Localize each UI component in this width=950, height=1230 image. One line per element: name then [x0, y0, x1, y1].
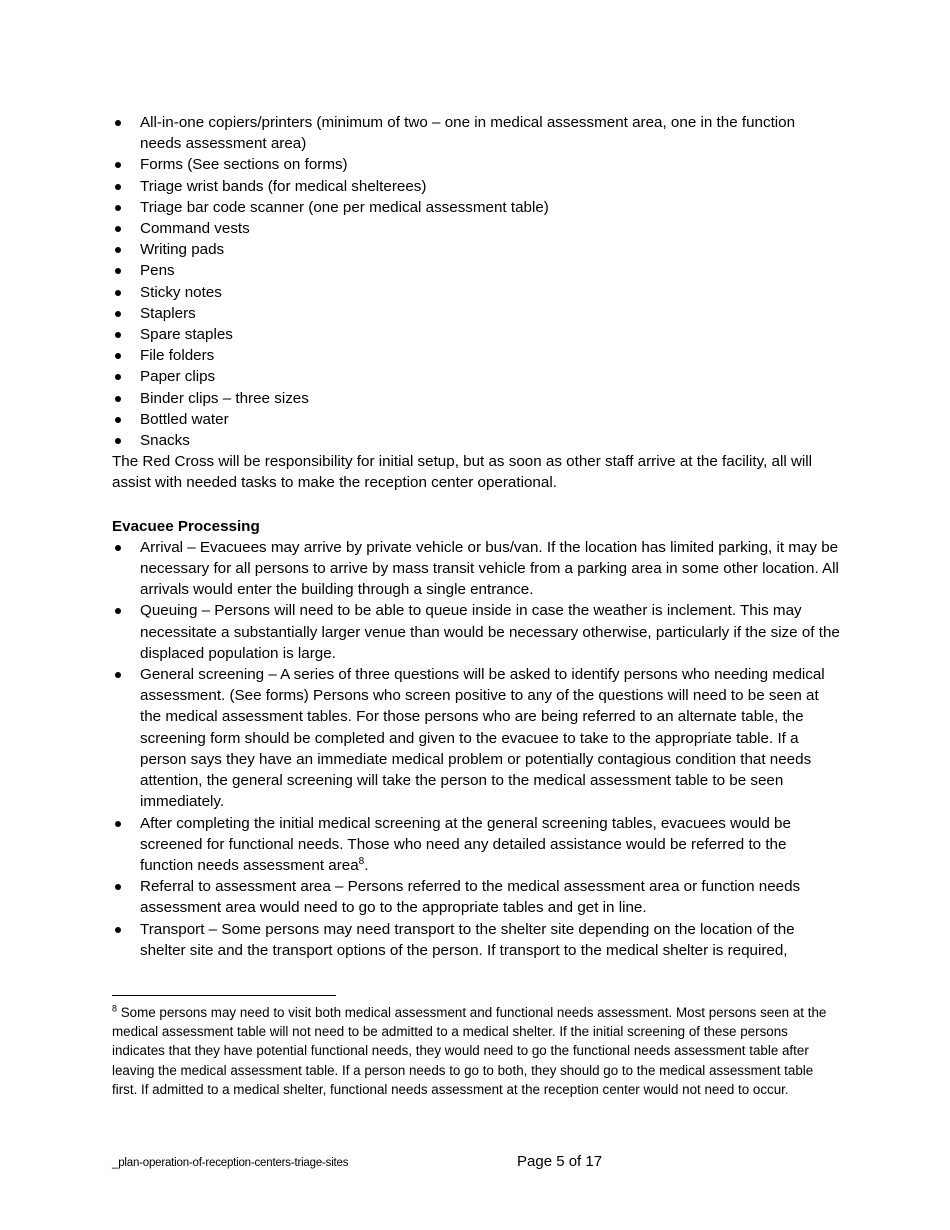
processing-list-item-text: Referral to assessment area – Persons referred to the medical assessment area or function needs assessment area would need to go to the appropriate tables and get in line.: [140, 878, 801, 917]
supplies-list-item: [112, 430, 840, 451]
bullet-icon: [115, 374, 121, 380]
supplies-list-item-text: All-in-one copiers/printers (minimum of two – one in medical assessment area, one in the function needs assessment area): [140, 114, 796, 153]
supplies-list-item-text: Writing pads: [140, 241, 225, 259]
processing-list-item-text: Transport – Some persons may need transport to the shelter site depending on the location of the shelter site and the transport options of the person. If transport to the medical shelter is required,: [140, 920, 795, 959]
bullet-icon: [115, 226, 121, 232]
bullet-icon: [115, 205, 121, 211]
footer-document-name: _plan-operation-of-reception-centers-triage-sites: [112, 1157, 349, 1169]
bullet-icon: [115, 332, 121, 338]
processing-list-item: [112, 664, 840, 812]
processing-list-item-text: Arrival – Evacuees may arrive by private vehicle or bus/van. If the location has limited parking, it may be necessary for all persons to arrive by mass transit vehicle from a parking area in some other location. All arrivals would enter the building through a single entrance.: [140, 538, 839, 599]
bullet-icon: [115, 672, 121, 678]
supplies-list-item-text: Staplers: [140, 304, 196, 322]
supplies-list-item: [112, 409, 840, 430]
bullet-icon: [115, 927, 121, 933]
bullet-icon: [115, 821, 121, 827]
supplies-list: [112, 112, 840, 451]
processing-list-item: [112, 537, 840, 601]
supplies-list-item: [112, 345, 840, 366]
body-content: [112, 112, 840, 961]
supplies-list-item-text: Triage bar code scanner (one per medical assessment table): [140, 198, 549, 216]
bullet-icon: [115, 311, 121, 317]
footnote-number: 8: [112, 1003, 118, 1014]
supplies-list-item: [112, 112, 840, 154]
supplies-list-item-text: Snacks: [140, 432, 190, 450]
supplies-list-item-text: Command vests: [140, 220, 250, 238]
bullet-icon: [115, 247, 121, 253]
supplies-list-item: [112, 388, 840, 409]
processing-list-item-text: After completing the initial medical screening at the general screening tables, evacuees would be screened for functional needs. Those who need any detailed assistance would be referred to the function needs assessment area: [140, 814, 791, 874]
processing-list-item: [112, 813, 840, 877]
bullet-icon: [115, 545, 121, 551]
section-heading-evacuee-processing: Evacuee Processing: [112, 517, 260, 535]
supplies-list-item: [112, 218, 840, 239]
bullet-icon: [115, 417, 121, 423]
footnote-reference[interactable]: 8: [358, 855, 365, 867]
supplies-list-item-text: Sticky notes: [140, 283, 222, 301]
processing-list-item: [112, 919, 840, 961]
supplies-list-item: [112, 303, 840, 324]
supplies-list-item: [112, 239, 840, 260]
footnote: [112, 1003, 840, 1099]
footnote-separator: [112, 995, 336, 996]
footnote-text: Some persons may need to visit both medical assessment and functional needs assessment. Most persons seen at the medical assessment table will not need to be admitted to a medical shelter. If the initial screening of these persons indicates that they have potential functional needs, they would need to go the functional needs assessment table after leaving the medical assessment table. If a person needs to go to both, they should go to the medical assessment table first. If admitted to a medical shelter, functional needs assessment at the reception center would not need to occur.: [112, 1005, 827, 1097]
processing-list-item: [112, 600, 840, 664]
bullet-icon: [115, 438, 121, 444]
processing-list-item-tail: .: [364, 856, 369, 874]
supplies-list-item: [112, 366, 840, 387]
supplies-list-item-text: Pens: [140, 262, 175, 280]
supplies-list-item-text: Paper clips: [140, 368, 216, 386]
bullet-icon: [115, 268, 121, 274]
processing-list-item-text: General screening – A series of three questions will be asked to identify persons who needing medical assessment. (See forms) Persons who screen positive to any of the questions will need to be seen at the medical assessment tables. For those persons who are being referred to an alternate table, the screening form should be completed and given to the evacuee to take to the appropriate table. If a person says they have an immediate medical problem or potentially contagious condition that needs attention, the general screening will take the person to the medical assessment table to be seen immediately.: [140, 666, 825, 811]
processing-list: [112, 537, 840, 961]
supplies-list-item: [112, 324, 840, 345]
processing-list-item-text: Queuing – Persons will need to be able to queue inside in case the weather is inclement. This may necessitate a substantially larger venue than would be necessary otherwise, particularly if the size of the displaced population is large.: [140, 602, 840, 662]
bullet-icon: [115, 884, 121, 890]
supplies-list-item-text: Triage wrist bands (for medical shelterees): [140, 177, 427, 195]
supplies-list-item-text: Binder clips – three sizes: [140, 389, 309, 407]
supplies-list-item: [112, 154, 840, 175]
bullet-icon: [115, 353, 121, 359]
supplies-list-item: [112, 260, 840, 281]
bullet-icon: [115, 290, 121, 296]
setup-paragraph: The Red Cross will be responsibility for initial setup, but as soon as other staff arrive at the facility, all will assist with needed tasks to make the reception center operational.: [112, 453, 813, 492]
supplies-list-item-text: File folders: [140, 347, 215, 365]
footer-page-number: Page 5 of 17: [517, 1153, 603, 1170]
bullet-icon: [115, 184, 121, 190]
supplies-list-item: [112, 197, 840, 218]
supplies-list-item: [112, 176, 840, 197]
bullet-icon: [115, 162, 121, 168]
supplies-list-item: [112, 282, 840, 303]
bullet-icon: [115, 608, 121, 614]
bullet-icon: [115, 120, 121, 126]
supplies-list-item-text: Bottled water: [140, 410, 229, 428]
supplies-list-item-text: Spare staples: [140, 326, 233, 344]
processing-list-item: [112, 876, 840, 918]
supplies-list-item-text: Forms (See sections on forms): [140, 156, 348, 174]
bullet-icon: [115, 396, 121, 402]
